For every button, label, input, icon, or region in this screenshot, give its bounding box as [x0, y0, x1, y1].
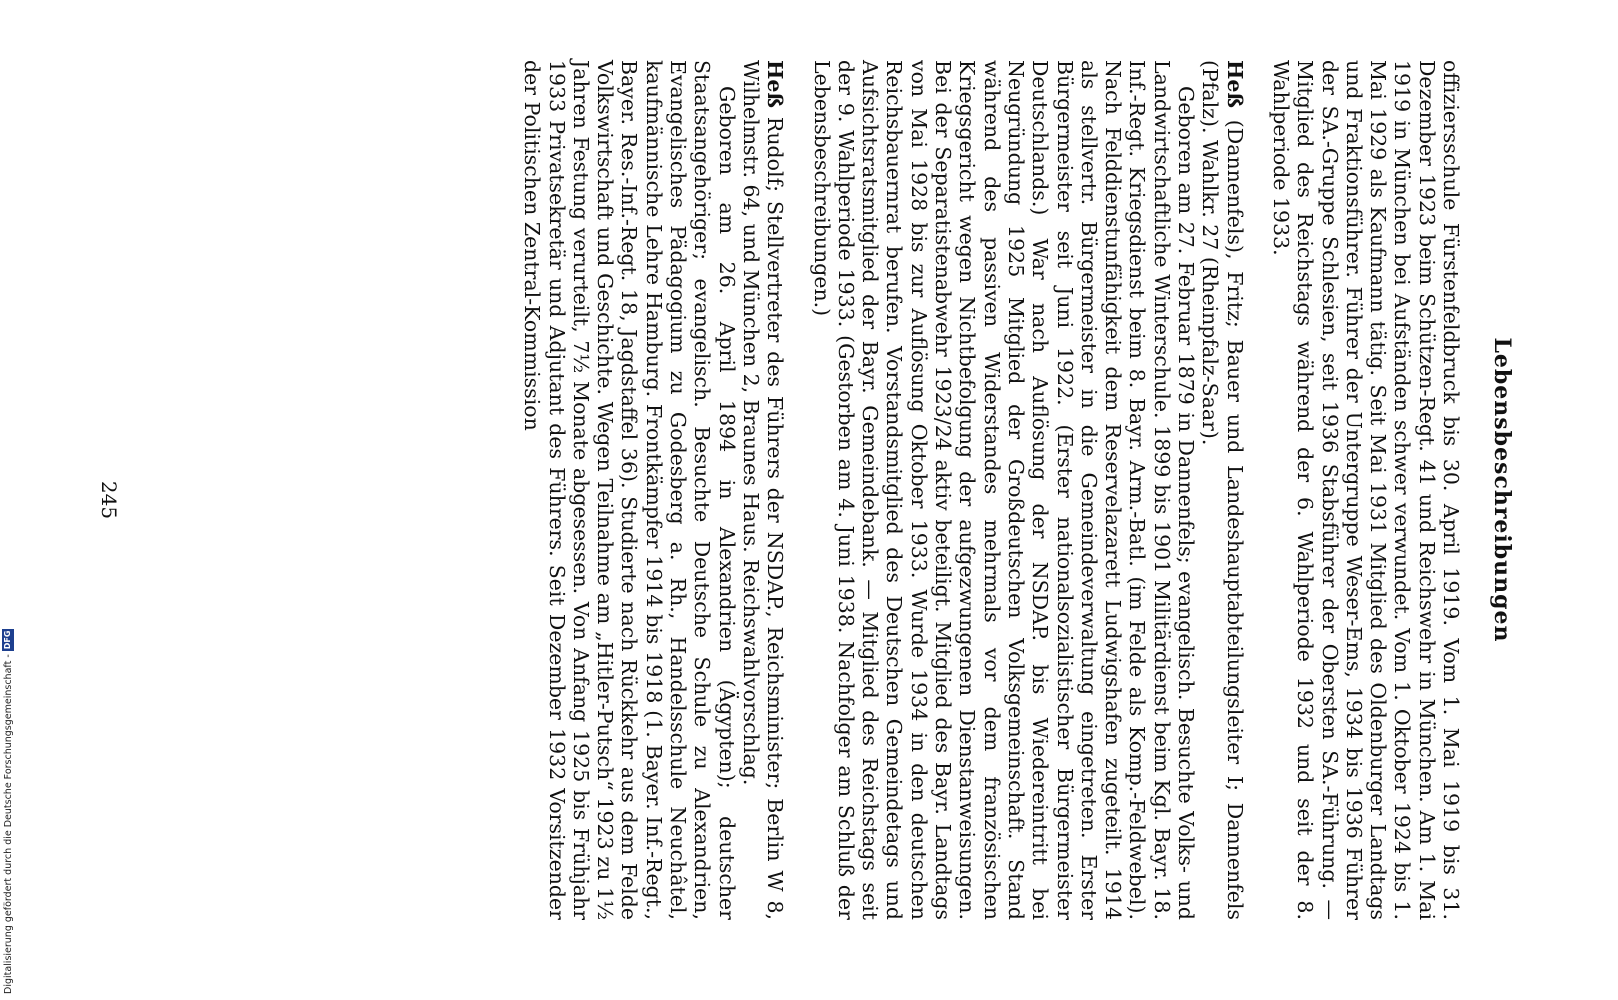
dfg-logo-icon: DFG	[3, 630, 12, 650]
page-header: Lebensbeschreibungen	[1489, 337, 1515, 643]
page-number: 245	[97, 480, 121, 520]
entry-biography-hess-fritz	[809, 60, 1198, 920]
paragraph-continuation	[1269, 60, 1463, 920]
paragraph-text: offiziersschule Fürstenfeldbruck bis 30. April 1919. Vom 1. Mai 1919 bis 31. Dezember 1923 beim Schützen-Regt. 41 und Reichswehr in München. Am 1. Mai 1919 in München bei Aufständen schwer verwundet. Vom 1. Oktober 1924 bis 1. Mai 1929 als Kaufmann tätig. Seit Mai 1931 Mitglied des Oldenburger Landtags und Fraktionsführer. Führer der Untergruppe Weser-Ems, 1934 bis 1936 Führer der SA.-Gruppe Schlesien, seit 1936 Stabsführer der Obersten SA.-Führung. — Mitglied des Reichstags während der 6. Wahlperiode 1932 und seit der 8. Wahlperiode 1933.	[1268, 60, 1463, 920]
entry-name: Heß	[763, 60, 788, 108]
entry-spacer	[1247, 60, 1269, 920]
digitization-credit	[1, 584, 15, 994]
paragraph-text: Geboren am 26. April 1894 in Alexandrien (Ägypten); deutscher Staatsangehöriger; evangelisch. Besuchte Deutsche Schule zu Alexandrien, Evangelisches Pädagogium zu Godesberg a. Rh., Handelsschule Neuchâtel, kaufmännische Lehre Hamburg. Frontkämpfer 1914 bis 1918 (1. Bayer. Inf.-Regt., Bayer. Res.-Inf.-Regt. 18, Jagdstaffel 36). Studierte nach Rückkehr aus dem Felde Volkswirtschaft und Geschichte. Wegen Teilnahme am „Hitler-Putsch“ 1923 zu 1½ Jahren Festung verurteilt, 7½ Monate abgesessen. Von Anfang 1925 bis Frühjahr 1933 Privatsekretär und Adjutant des Führers. Seit Dezember 1932 Vorsitzender der Politischen Zentral-Kommission	[520, 60, 739, 920]
document-page	[79, 20, 1539, 980]
entry-details: Rudolf; Stellvertreter des Führers der NSDAP., Reichsminister; Berlin W 8, Wilhelmstr. 64, und München 2, Braunes Haus. Reichswahlvorschlag.	[738, 60, 788, 920]
entry-heading-hess-rudolf	[739, 60, 788, 920]
paragraph-text: Geboren am 27. Februar 1879 in Dannenfels; evangelisch. Besuchte Volks- und Landwirtschaftliche Winterschule. 1899 bis 1901 Militärdienst beim Kgl. Bayr. 18. Inf.-Regt. Kriegsdienst beim 8. Bayr. Arm.-Batl. (im Felde als Komp.-Feldwebel). Nach Felddienstunfähigkeit dem Reservelazarett Ludwigshafen zugeteilt. 1914 als stellvertr. Bürgermeister in die Gemeindeverwaltung eingetreten. Erster Bürgermeister seit Juni 1922. (Erster nationalsozialistischer Bürgermeister Deutschlands.) War nach Auflösung der NSDAP. bis Wiedereintritt bei Neugründung 1925 Mitglied der Großdeutschen Volksgemeinschaft. Stand während des passiven Widerstandes mehrmals vor dem französischen Kriegsgericht wegen Nichtbefolgung der aufgezwungenen Dienstanweisungen. Bei der Separatistenabwehr 1923/24 aktiv beteiligt. Mitglied des Bayr. Landtags von Mai 1928 bis zur Auflösung Oktober 1933. Wurde 1934 in den deutschen Reichsbauernrat berufen. Vorstandsmitglied des Deutschen Gemeindetags und Aufsichtsratsmitglied der Bayr. Gemeindebank. — Mitglied des Reichstags seit der 9. Wahlperiode 1933. (Gestorben am 4. Juni 1938. Nachfolger am Schluß der Lebensbeschreibungen.)	[809, 60, 1199, 920]
entry-name: Heß	[1222, 60, 1247, 108]
entry-biography-hess-rudolf	[520, 60, 739, 920]
entry-details: (Dannenfels), Fritz; Bauer und Landeshauptabteilungsleiter I; Dannenfels (Pfalz). Wahlkr. 27 (Rheinpfalz-Saar).	[1198, 60, 1247, 920]
credit-text: Digitalisierung gefördert durch die Deutsche Forschungsgemeinschaft -	[2, 654, 14, 994]
entry-spacer	[787, 60, 809, 920]
entry-heading-hess-fritz	[1198, 60, 1247, 920]
